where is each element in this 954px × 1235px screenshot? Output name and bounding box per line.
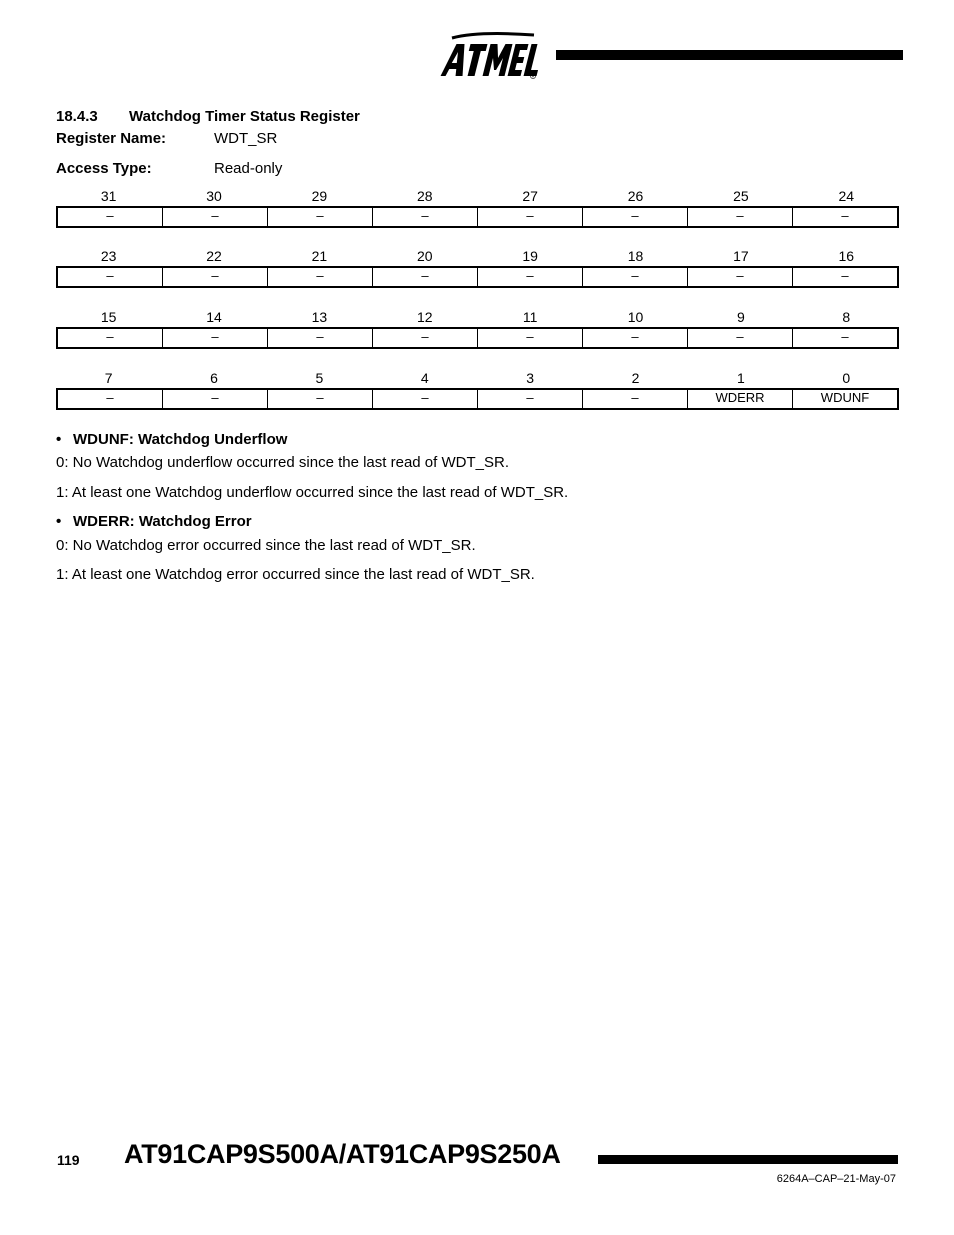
bit-number: 8 xyxy=(842,309,851,325)
bit-number: 9 xyxy=(737,309,745,325)
bit-row-group xyxy=(56,370,899,410)
bit-number: 18 xyxy=(627,248,644,264)
bit-number: 20 xyxy=(417,248,433,264)
bit-number-row xyxy=(56,188,899,206)
access-type-row xyxy=(56,160,282,177)
header-rule xyxy=(556,50,903,60)
bit-number: 24 xyxy=(838,188,855,204)
bit-number: 7 xyxy=(104,370,113,386)
bit-number: 2 xyxy=(631,370,640,386)
bit-number: 19 xyxy=(522,248,538,264)
access-type-value: Read-only xyxy=(214,160,283,177)
bit-field-cell: – xyxy=(687,329,792,347)
field-description-line: 1: At least one Watchdog error occurred since the last read of WDT_SR. xyxy=(56,566,535,583)
bit-number: 15 xyxy=(100,309,117,325)
bit-number: 25 xyxy=(733,188,749,204)
bit-number: 0 xyxy=(842,370,851,386)
bit-number: 12 xyxy=(417,309,433,325)
bit-row-group xyxy=(56,248,899,288)
bit-field-row xyxy=(56,327,899,349)
bit-number: 28 xyxy=(417,188,433,204)
bit-field-cell: – xyxy=(687,208,792,226)
access-type-label: Access Type: xyxy=(56,160,152,177)
bit-number: 10 xyxy=(627,309,644,325)
bullet-icon: • xyxy=(56,431,62,448)
bit-number: 13 xyxy=(311,309,328,325)
bit-field-cell: – xyxy=(792,329,897,347)
bit-field-cell: – xyxy=(372,329,477,347)
field-description-line: 1: At least one Watchdog underflow occurred since the last read of WDT_SR. xyxy=(56,484,569,501)
bit-number: 11 xyxy=(522,309,538,325)
bit-field-cell: – xyxy=(477,329,582,347)
bit-field-cell: – xyxy=(267,208,372,226)
bit-field-cell: – xyxy=(477,390,582,408)
bit-field-cell: – xyxy=(792,208,897,226)
bit-field-cell: – xyxy=(477,208,582,226)
bit-field-cell: – xyxy=(582,208,687,226)
bit-field-cell: – xyxy=(372,268,477,286)
bit-number: 16 xyxy=(838,248,855,264)
document-code: 6264A–CAP–21-May-07 xyxy=(776,1173,896,1185)
footer-rule xyxy=(598,1155,898,1164)
atmel-logo xyxy=(438,30,538,82)
section-heading xyxy=(56,108,360,125)
bit-number: 31 xyxy=(100,188,117,204)
bit-number: 3 xyxy=(526,370,535,386)
bit-field-cell: – xyxy=(162,390,267,408)
bit-number: 14 xyxy=(206,309,222,325)
bit-field-cell: – xyxy=(582,329,687,347)
register-name-row xyxy=(56,130,277,147)
bit-field-cell: – xyxy=(267,329,372,347)
page-number: 119 xyxy=(57,1152,80,1168)
bit-number: 26 xyxy=(627,188,644,204)
field-description-line: 0: No Watchdog error occurred since the last read of WDT_SR. xyxy=(56,537,476,554)
bit-field-cell: – xyxy=(582,390,687,408)
field-title: WDUNF: Watchdog Underflow xyxy=(73,431,288,448)
bit-number-row xyxy=(56,248,899,266)
bit-number: 6 xyxy=(210,370,218,386)
field-title: WDERR: Watchdog Error xyxy=(73,513,252,530)
bit-number: 30 xyxy=(206,188,222,204)
register-name-value: WDT_SR xyxy=(214,130,278,147)
bit-field-cell: – xyxy=(687,268,792,286)
bit-field-cell: – xyxy=(162,268,267,286)
bit-field-cell: – xyxy=(162,208,267,226)
bit-field-cell: – xyxy=(267,390,372,408)
bit-number: 27 xyxy=(522,188,538,204)
bit-field-cell: – xyxy=(106,208,114,223)
document-title: AT91CAP9S500A/AT91CAP9S250A xyxy=(124,1139,561,1169)
bit-field-cell: – xyxy=(372,208,477,226)
bit-number: 29 xyxy=(311,188,328,204)
bit-field-cell: – xyxy=(267,268,372,286)
bit-number: 17 xyxy=(733,248,749,264)
bit-field-cell: WDUNF xyxy=(792,390,897,408)
bit-row-group xyxy=(56,188,899,228)
bit-field-cell: – xyxy=(477,268,582,286)
svg-text:R: R xyxy=(531,73,535,79)
bit-field-row xyxy=(56,266,899,288)
bit-number: 22 xyxy=(206,248,222,264)
bit-number-row xyxy=(56,370,899,388)
bit-field-cell: – xyxy=(106,268,114,283)
bit-number: 1 xyxy=(737,370,745,386)
bit-number: 4 xyxy=(420,370,429,386)
bit-field-cell: WDERR xyxy=(687,390,792,408)
bit-field-cell: – xyxy=(106,390,114,405)
bit-field-cell: – xyxy=(792,268,897,286)
bit-field-row xyxy=(56,206,899,228)
bit-number: 21 xyxy=(311,248,328,264)
field-heading-wdunf xyxy=(56,431,287,448)
bit-field-cell: – xyxy=(162,329,267,347)
bit-number: 5 xyxy=(315,370,324,386)
field-description-line: 0: No Watchdog underflow occurred since the last read of WDT_SR. xyxy=(56,454,509,471)
bullet-icon: • xyxy=(56,513,62,530)
section-title: Watchdog Timer Status Register xyxy=(129,108,360,125)
bit-row-group xyxy=(56,309,899,349)
bit-number: 23 xyxy=(100,248,117,264)
bit-field-cell: – xyxy=(106,329,114,344)
register-name-label: Register Name: xyxy=(56,130,167,147)
field-heading-wderr xyxy=(56,513,252,530)
bit-field-cell: – xyxy=(582,268,687,286)
bit-field-cell: – xyxy=(372,390,477,408)
bit-field-row xyxy=(56,388,899,410)
section-number: 18.4.3 xyxy=(56,108,98,125)
bit-number-row xyxy=(56,309,899,327)
